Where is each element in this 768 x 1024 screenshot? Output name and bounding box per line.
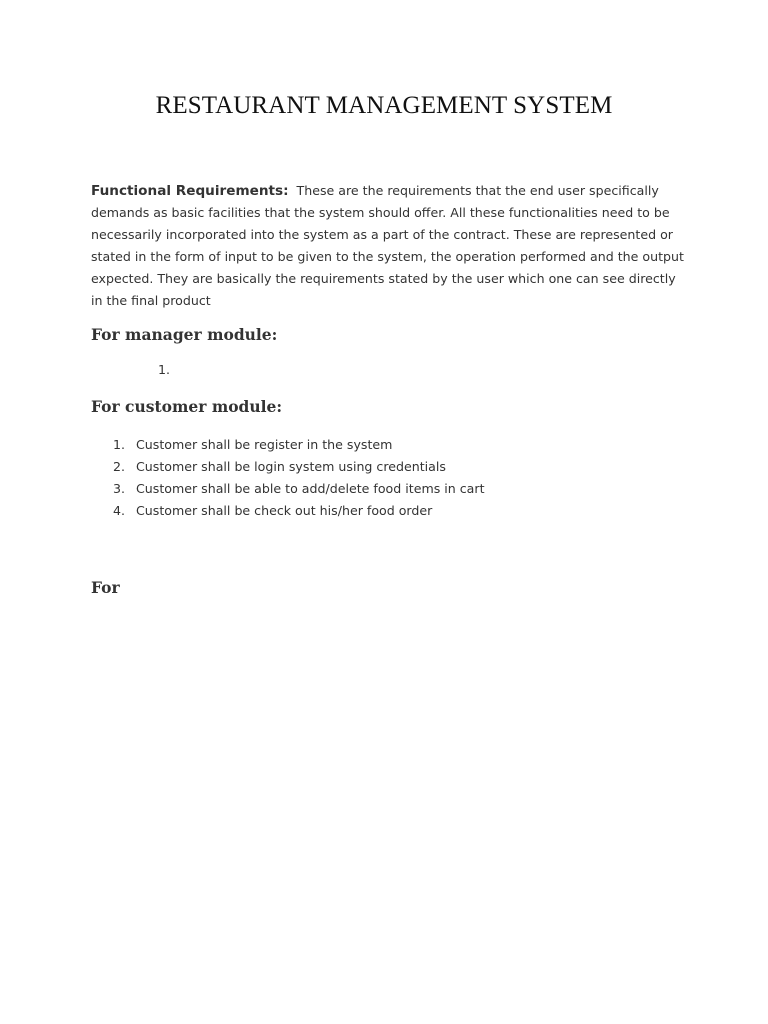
list-item — [113, 456, 485, 478]
customer-module-heading: For customer module: — [91, 397, 283, 416]
list-item-text: Customer shall be register in the system — [136, 437, 393, 452]
functional-requirements-text: These are the requirements that the end user specifically demands as basic facilities that the system should offer. All these functionalities need to be necessarily incorporated into the system as a part of the contract. These are represented or stated in the form of input to be given to the system, the operation performed and the output expected. They are basically the requirements stated by the user which one can see directly in the final product — [91, 183, 684, 308]
manager-module-list — [158, 362, 170, 377]
list-item — [113, 478, 485, 500]
list-item-number: 4. — [113, 503, 126, 518]
list-item-text: Customer shall be able to add/delete food items in cart — [136, 481, 485, 496]
manager-module-heading: For manager module: — [91, 325, 278, 344]
list-item — [113, 434, 485, 456]
list-item-text: Customer shall be login system using credentials — [136, 459, 446, 474]
list-item — [113, 500, 485, 522]
functional-requirements-label: Functional Requirements: — [91, 183, 289, 199]
next-section-heading: For — [91, 578, 120, 597]
manager-list-item-number: 1. — [158, 362, 171, 377]
list-item-number: 1. — [113, 437, 126, 452]
customer-module-list — [113, 434, 485, 522]
list-item-text: Customer shall be check out his/her food order — [136, 503, 433, 518]
list-item-number: 2. — [113, 459, 126, 474]
document-title: RESTAURANT MANAGEMENT SYSTEM — [155, 92, 613, 119]
list-item-number: 3. — [113, 481, 126, 496]
functional-requirements-paragraph — [91, 180, 691, 312]
